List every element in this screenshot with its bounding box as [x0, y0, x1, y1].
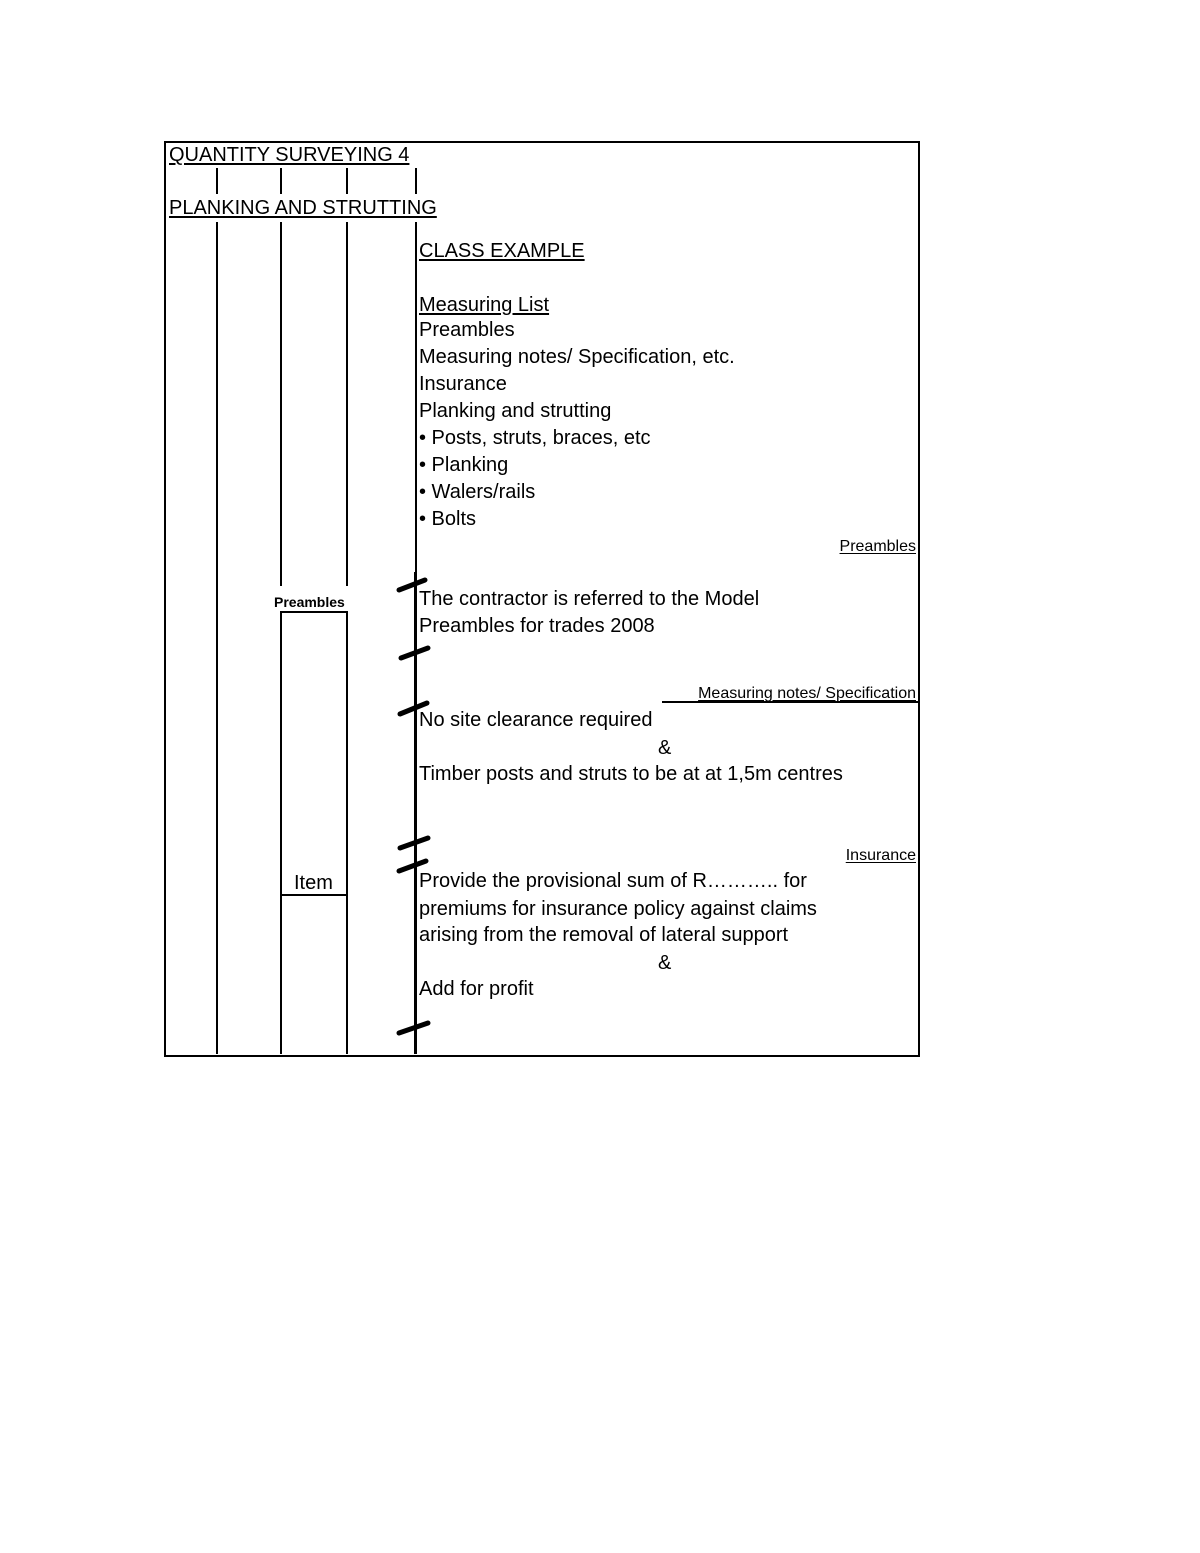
course-title: QUANTITY SURVEYING 4 — [169, 144, 410, 166]
separator-tick — [399, 1023, 428, 1033]
specification-ampersand: & — [658, 737, 672, 759]
separator-tick — [400, 703, 427, 714]
class-example-heading: CLASS EXAMPLE — [419, 240, 585, 262]
measuring-list-item: Insurance — [419, 373, 507, 395]
separator-tick — [400, 838, 428, 848]
preambles-line: The contractor is referred to the Model — [419, 588, 760, 610]
separator-tick — [399, 861, 426, 871]
insurance-line: premiums for insurance policy against claims — [419, 898, 817, 920]
insurance-ampersand: & — [658, 952, 672, 974]
separator-tick — [401, 648, 428, 658]
bullet-item: • Bolts — [419, 508, 477, 530]
bullet-item: • Posts, struts, braces, etc — [419, 427, 651, 449]
insurance-line: Provide the provisional sum of R……….. for — [419, 870, 807, 892]
insurance-line: arising from the removal of lateral support — [419, 924, 789, 946]
specification-line: No site clearance required — [419, 709, 653, 731]
measuring-list-heading: Measuring List — [419, 294, 550, 316]
specification-side-heading: Measuring notes/ Specification — [698, 685, 916, 702]
bullet-item: • Walers/rails — [419, 481, 536, 503]
preambles-unit-label: Preambles — [274, 594, 345, 610]
section-title: PLANKING AND STRUTTING — [169, 197, 437, 219]
measuring-list-item: Preambles — [419, 319, 515, 341]
preambles-side-heading: Preambles — [839, 538, 916, 555]
specification-line: Timber posts and struts to be at at 1,5m centres — [419, 763, 843, 785]
separator-tick — [399, 580, 425, 590]
insurance-side-heading: Insurance — [845, 847, 916, 864]
insurance-unit-label: Item — [294, 872, 333, 894]
profit-line: Add for profit — [419, 978, 534, 1000]
preambles-line: Preambles for trades 2008 — [419, 615, 655, 637]
measuring-list-item: Measuring notes/ Specification, etc. — [419, 346, 735, 368]
measuring-list-item: Planking and strutting — [419, 400, 612, 422]
bullet-item: • Planking — [419, 454, 509, 476]
